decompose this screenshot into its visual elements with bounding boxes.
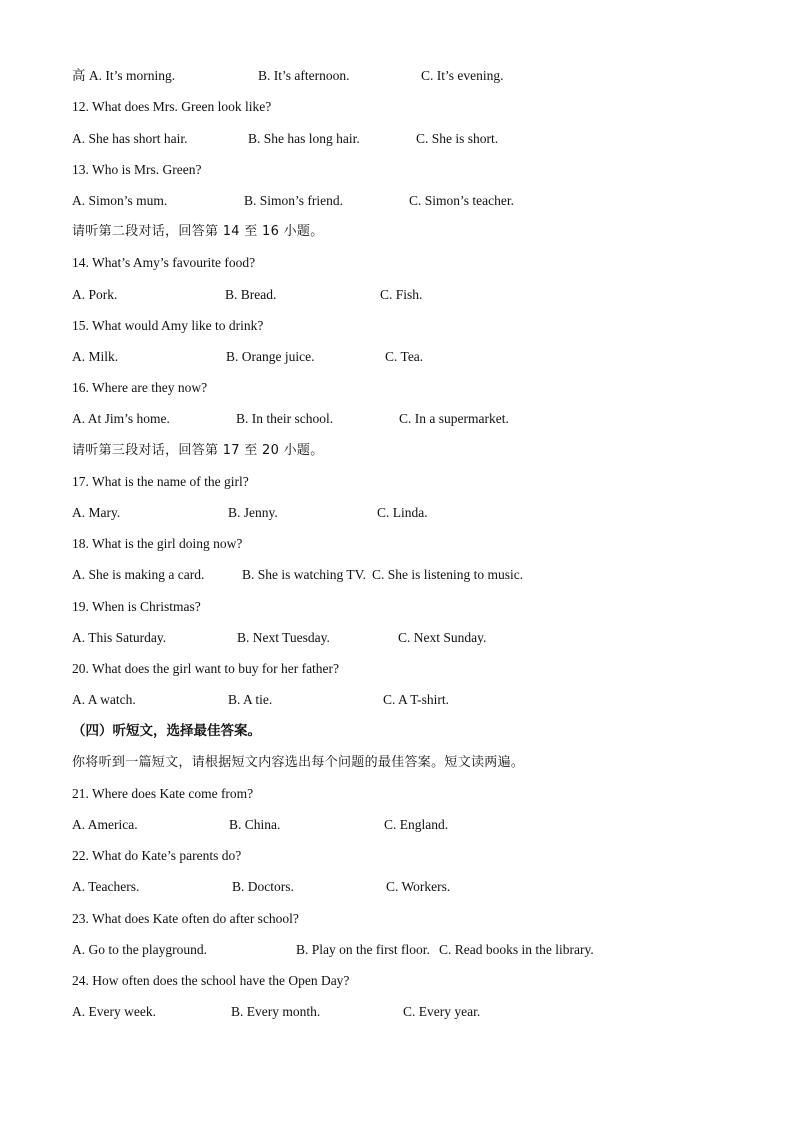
option-c: C. Read books in the library. (439, 942, 594, 957)
question-12: 12. What does Mrs. Green look like? (72, 99, 272, 114)
option-b: B. It’s afternoon. (258, 68, 350, 83)
option-a: 高 A. It’s morning. (72, 68, 176, 83)
option-b: B. China. (229, 817, 281, 832)
option-c: C. Next Sunday. (398, 630, 487, 645)
option-c: C. She is listening to music. (372, 567, 524, 582)
option-c: C. Every year. (403, 1004, 481, 1019)
option-c: C. England. (384, 817, 449, 832)
option-b: B. Bread. (225, 287, 277, 302)
option-c: C. A T-shirt. (383, 692, 450, 707)
question-15: 15. What would Amy like to drink? (72, 318, 264, 333)
option-c: C. She is short. (416, 131, 499, 146)
option-a: A. Go to the playground. (72, 942, 207, 957)
section-heading-4: （四）听短文，选择最佳答案。 (72, 723, 261, 739)
option-a: A. Pork. (72, 287, 118, 302)
option-b: B. A tie. (228, 692, 273, 707)
option-a: A. A watch. (72, 692, 136, 707)
question-24: 24. How often does the school have the Open Day? (72, 973, 350, 988)
option-c: C. In a supermarket. (399, 411, 509, 426)
question-16: 16. Where are they now? (72, 380, 208, 395)
option-a: A. She has short hair. (72, 131, 188, 146)
option-b: B. Play on the first floor. (296, 942, 430, 957)
option-c: C. Linda. (377, 505, 428, 520)
question-23: 23. What does Kate often do after school? (72, 911, 299, 926)
option-b: B. She has long hair. (248, 131, 360, 146)
option-c: C. Workers. (386, 879, 451, 894)
option-a: A. Teachers. (72, 879, 140, 894)
option-c: C. Tea. (385, 349, 424, 364)
option-b: B. Orange juice. (226, 349, 315, 364)
option-a: A. Simon’s mum. (72, 193, 168, 208)
option-a: A. Milk. (72, 349, 119, 364)
question-19: 19. When is Christmas? (72, 599, 201, 614)
option-c: C. Fish. (380, 287, 423, 302)
option-b: B. Jenny. (228, 505, 278, 520)
option-c: C. Simon’s teacher. (409, 193, 514, 208)
instruction-section-2: 请听第二段对话，回答第 14 至 16 小题。 (72, 224, 324, 239)
option-b: B. Simon’s friend. (244, 193, 344, 208)
option-b: B. Next Tuesday. (237, 630, 330, 645)
option-b: B. Doctors. (232, 879, 294, 894)
question-13: 13. Who is Mrs. Green? (72, 162, 202, 177)
option-c: C. It’s evening. (421, 68, 504, 83)
question-20: 20. What does the girl want to buy for her father? (72, 661, 340, 676)
instruction-section-3: 请听第三段对话，回答第 17 至 20 小题。 (72, 443, 324, 458)
option-a: A. America. (72, 817, 138, 832)
question-21: 21. Where does Kate come from? (72, 786, 254, 801)
option-b: B. Every month. (231, 1004, 321, 1019)
option-b: B. In their school. (236, 411, 334, 426)
option-a: A. Mary. (72, 505, 121, 520)
option-a: A. Every week. (72, 1004, 156, 1019)
option-a: A. She is making a card. (72, 567, 205, 582)
question-22: 22. What do Kate’s parents do? (72, 848, 242, 863)
instruction-section-4: 你将听到一篇短文，请根据短文内容选出每个问题的最佳答案。短文读两遍。 (72, 755, 525, 770)
option-a: A. This Saturday. (72, 630, 167, 645)
question-18: 18. What is the girl doing now? (72, 536, 243, 551)
question-14: 14. What’s Amy’s favourite food? (72, 255, 256, 270)
option-a: A. At Jim’s home. (72, 411, 170, 426)
question-17: 17. What is the name of the girl? (72, 474, 249, 489)
option-b: B. She is watching TV. (242, 567, 367, 582)
